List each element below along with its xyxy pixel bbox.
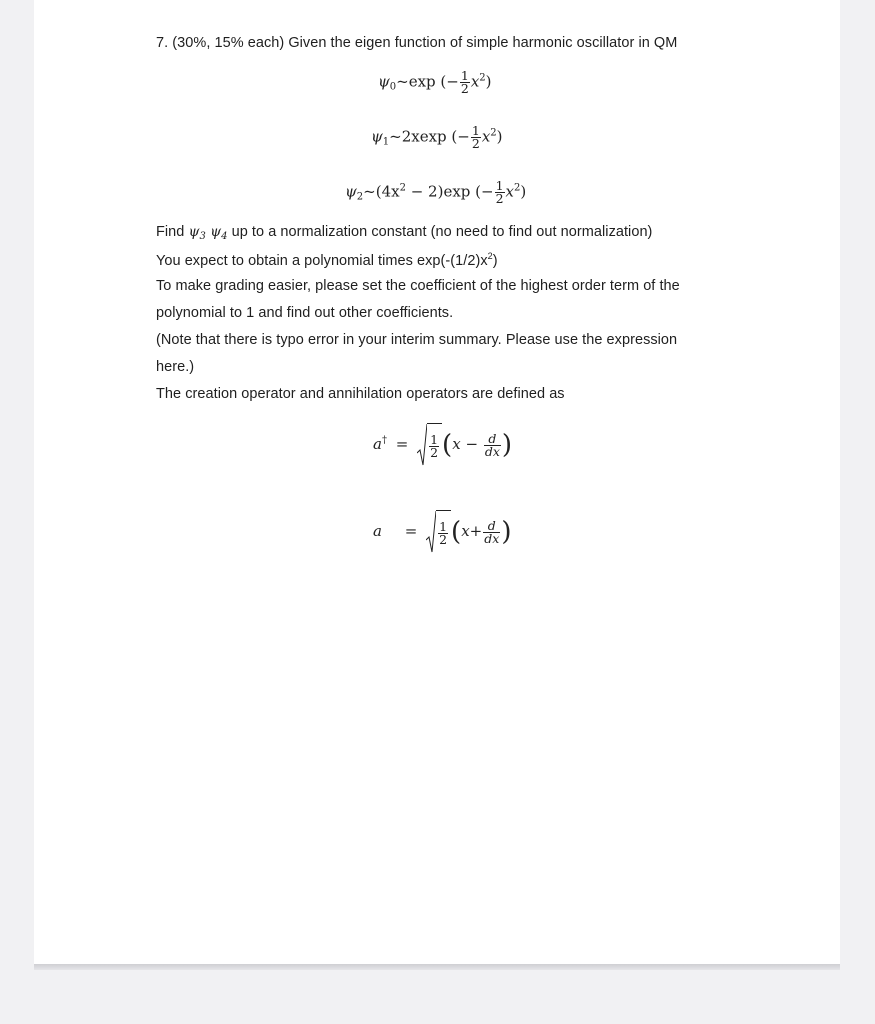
subscript: 1 xyxy=(382,136,390,148)
find-line xyxy=(156,224,652,242)
instruction-line-1: To make grading easier, please set the coefficient of the highest order term of the xyxy=(156,278,680,294)
variable: x xyxy=(481,127,491,146)
tilde: ~ xyxy=(363,182,376,201)
polynomial-text: (4x xyxy=(375,182,400,201)
variable: x xyxy=(461,522,470,540)
equals-sign: = xyxy=(404,522,418,540)
close-paren: ) xyxy=(496,127,503,146)
dagger: † xyxy=(381,435,387,446)
close-paren: ) xyxy=(520,182,527,201)
minus-sign: − xyxy=(465,435,479,453)
derivative-fraction: $\frac{d}{dx}$ xyxy=(484,517,500,546)
function-text: − 2)exp (− xyxy=(405,182,494,201)
operators-intro: The creation operator and annihilation operators are defined as xyxy=(156,386,565,402)
operator-symbol: a xyxy=(373,435,382,453)
annihilation-operator-equation xyxy=(373,510,511,554)
psi-symbol: ψ xyxy=(345,182,357,201)
variable: x xyxy=(452,435,461,453)
tilde: ~ xyxy=(396,72,409,91)
function-text: 2xexp (− xyxy=(401,127,470,146)
operator-symbol: a xyxy=(373,522,382,540)
question-header: 7. (30%, 15% each) Given the eigen function of simple harmonic oscillator in QM xyxy=(156,35,678,51)
subscript: 0 xyxy=(389,81,397,93)
note-line-1: (Note that there is typo error in your interim summary. Please use the expression xyxy=(156,332,678,348)
note-line-2: here.) xyxy=(156,359,195,375)
superscript: 2 xyxy=(514,182,521,194)
equals-sign: = xyxy=(395,435,409,453)
find-word: Find xyxy=(156,224,185,240)
equation-psi1 xyxy=(371,125,503,150)
variable: x xyxy=(505,182,515,201)
equation-psi2 xyxy=(345,180,526,205)
square-root: $\frac{1}{2}$ xyxy=(426,510,451,554)
subscript: 2 xyxy=(356,191,364,203)
open-paren: ( xyxy=(442,430,453,460)
superscript: 2 xyxy=(399,182,406,194)
variable: x xyxy=(470,72,480,91)
derivative-fraction: $\frac{d}{dx}$ xyxy=(484,430,500,459)
tilde: ~ xyxy=(389,127,402,146)
creation-operator-equation xyxy=(373,423,512,467)
fraction: $\frac{1}{2}$ xyxy=(460,68,469,96)
superscript: 2 xyxy=(490,127,497,139)
plus-sign: + xyxy=(469,522,483,540)
fraction: $\frac{1}{2}$ xyxy=(471,123,480,151)
psi3: $\psi_3$ xyxy=(188,224,206,242)
function-text: exp (− xyxy=(408,72,459,91)
psi4: $\psi_4$ xyxy=(210,224,228,242)
superscript: 2 xyxy=(479,72,486,84)
close-paren: ) xyxy=(501,517,512,547)
radical-sign-icon xyxy=(417,423,427,467)
instruction-line-2: polynomial to 1 and find out other coefficients. xyxy=(156,305,454,321)
equation-psi0 xyxy=(378,70,492,95)
psi-symbol: ψ xyxy=(378,72,390,91)
expectation-line: You expect to obtain a polynomial times $\exp(-(1/2)x^2)$ xyxy=(156,251,498,269)
find-suffix: up to a normalization constant (no need to find out normalization) xyxy=(231,224,653,240)
fraction: $\frac{1}{2}$ xyxy=(495,178,504,206)
radical-sign-icon xyxy=(426,510,436,554)
close-paren: ) xyxy=(501,430,513,460)
psi-symbol: ψ xyxy=(371,127,383,146)
page-shadow xyxy=(34,964,840,970)
square-root: $\frac{1}{2}$ xyxy=(417,423,442,467)
close-paren: ) xyxy=(485,72,492,91)
open-paren: ( xyxy=(451,517,462,547)
